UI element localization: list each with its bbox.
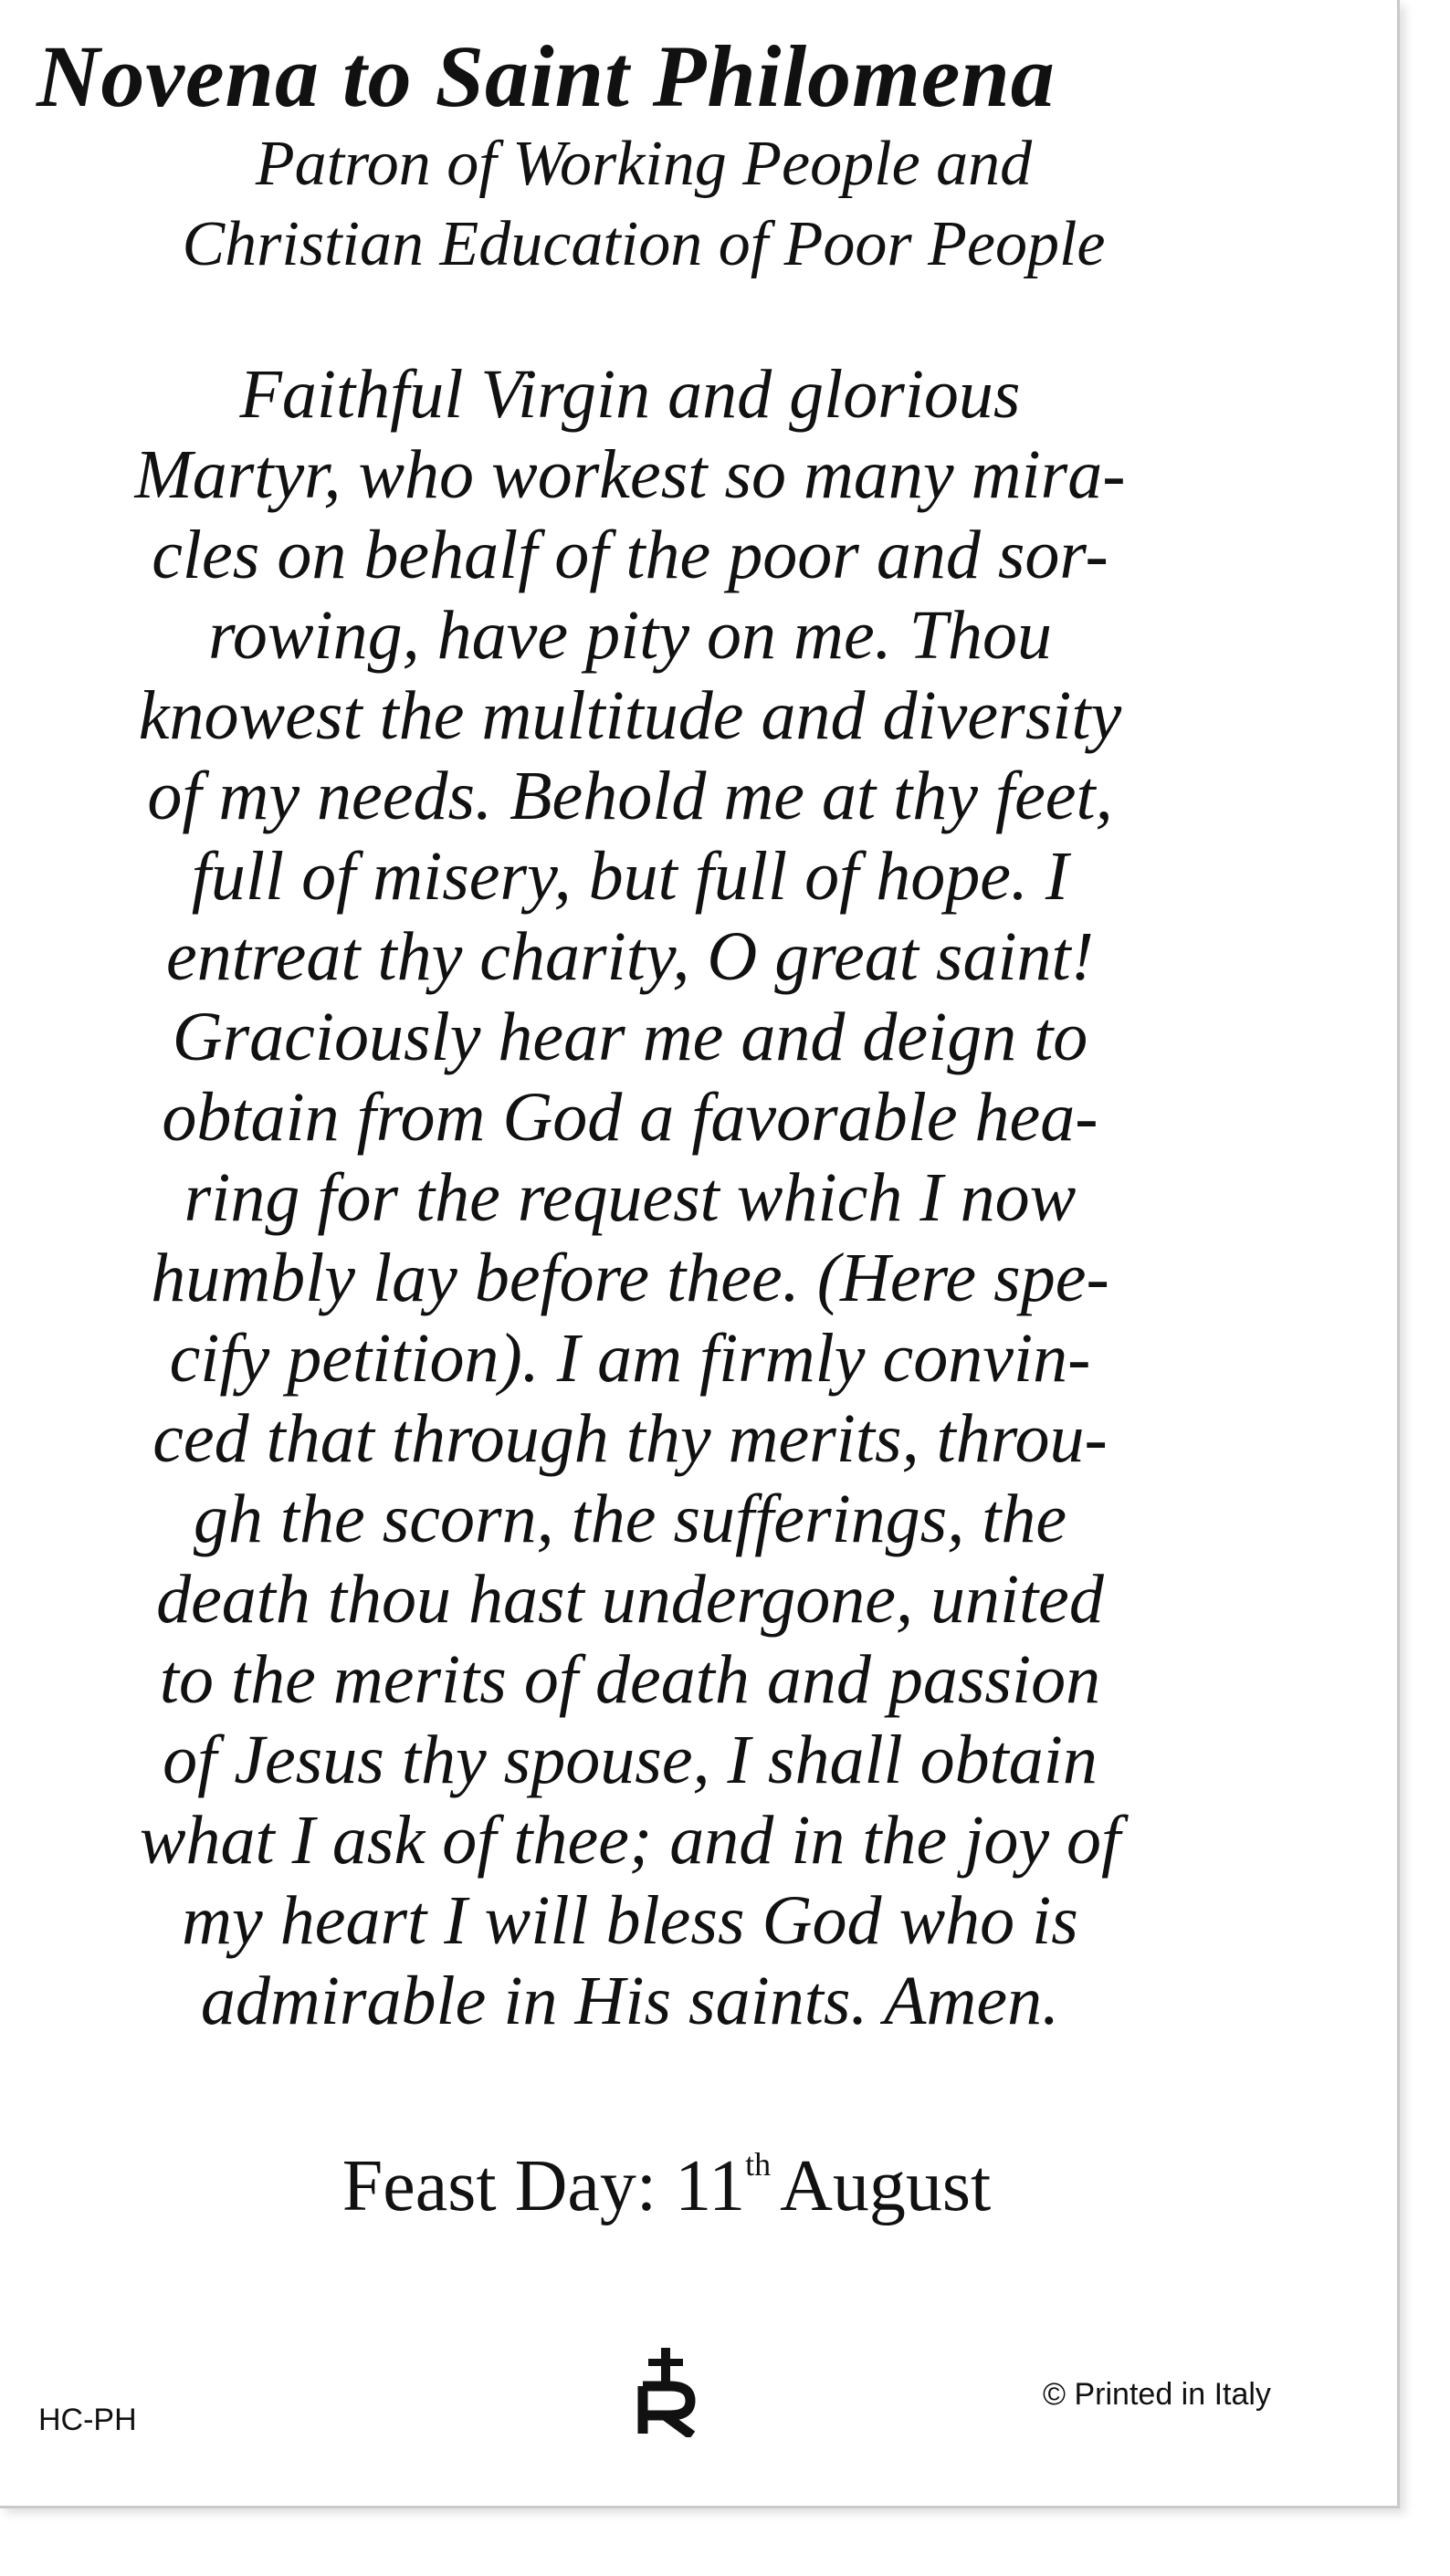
prayer-line: entreat thy charity, O great saint! bbox=[166, 918, 1094, 995]
feast-day-superscript: th bbox=[745, 2146, 772, 2183]
prayer-line: Faithful Virgin and glorious bbox=[239, 356, 1021, 433]
prayer-line: what I ask of thee; and in the joy of bbox=[139, 1802, 1121, 1879]
prayer-line: humbly lay before thee. (Here spe- bbox=[151, 1240, 1109, 1316]
prayer-line: cify petition). I am firmly convin- bbox=[169, 1320, 1091, 1397]
prayer-line: Graciously hear me and deign to bbox=[172, 999, 1088, 1075]
printed-in-italy: © Printed in Italy bbox=[1043, 2377, 1271, 2412]
prayer-line: knowest the multitude and diversity bbox=[138, 677, 1122, 754]
cross-r-logo-icon bbox=[630, 2346, 703, 2437]
subtitle-line-2: Christian Education of Poor People bbox=[182, 209, 1106, 279]
prayer-line: of my needs. Behold me at thy feet, bbox=[147, 758, 1113, 834]
feast-day-prefix: Feast Day: 11 bbox=[341, 2146, 746, 2226]
prayer-line: Martyr, who workest so many mira- bbox=[134, 436, 1126, 513]
prayer-line: ring for the request which I now bbox=[184, 1159, 1077, 1236]
prayer-text bbox=[27, 354, 1233, 2041]
prayer-line: rowing, have pity on me. Thou bbox=[208, 597, 1052, 674]
prayer-line: cles on behalf of the poor and sor- bbox=[152, 517, 1109, 593]
prayer-line: gh the scorn, the sufferings, the bbox=[193, 1481, 1067, 1557]
prayer-line: ced that through thy merits, throu- bbox=[152, 1400, 1108, 1477]
prayer-line: death thou hast undergone, united bbox=[156, 1561, 1104, 1638]
page-title: Novena to Saint Philomena bbox=[37, 27, 1056, 125]
prayer-line: my heart I will bless God who is bbox=[182, 1882, 1078, 1959]
product-code: HC-PH bbox=[38, 2403, 137, 2437]
prayer-line: of Jesus thy spouse, I shall obtain bbox=[163, 1722, 1098, 1798]
feast-day bbox=[0, 2145, 1333, 2228]
feast-day-month: August bbox=[780, 2146, 992, 2226]
prayer-line: admirable in His saints. Amen. bbox=[200, 1963, 1060, 2039]
subtitle-line-1: Patron of Working People and bbox=[255, 129, 1033, 199]
prayer-line: to the merits of death and passion bbox=[159, 1641, 1101, 1718]
prayer-line: obtain from God a favorable hea- bbox=[162, 1079, 1098, 1156]
prayer-line: full of misery, but full of hope. I bbox=[191, 838, 1069, 915]
